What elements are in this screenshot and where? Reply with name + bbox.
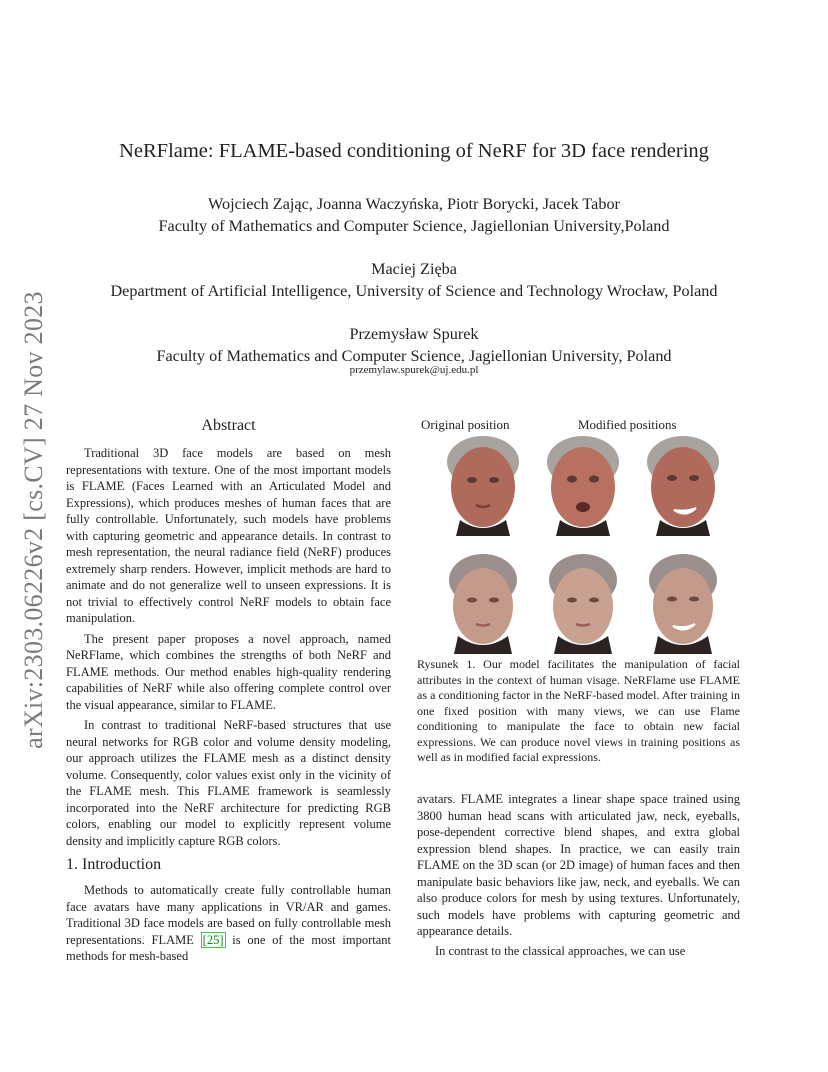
citation-link[interactable]: [25] <box>202 932 224 947</box>
author-affiliation: Faculty of Mathematics and Computer Science, Jagiellonian University,Poland <box>158 217 670 235</box>
body-paragraph: In contrast to the classical approaches, we can use <box>435 943 686 958</box>
right-column-body <box>417 791 740 959</box>
abstract-paragraph: The present paper proposes a novel approach, named NeRFlame, which combines the strengths of both NeRF and FLAME methods. Our method enables high-quality rendering capabilities of NeRF while also offering complete control over the visual appearance, similar to FLAME. <box>66 631 391 712</box>
face-render-female-modified-1 <box>540 550 626 654</box>
author-names: Przemysław Spurek <box>349 325 479 343</box>
abstract-paragraph: In contrast to traditional NeRF-based structures that use neural networks for RGB color and volume density modeling, our approach utilizes the FLAME mesh as a distinct density volume. Consequently, color values exist only in the vicinity of the FLAME mesh. This FLAME framework is seamlessly incorporated into the NeRF architecture for predicting RGB colors, enabling our model to explicitly represent volume density and implicitly capture RGB colors. <box>66 718 391 848</box>
intro-paragraph: Methods to automatically create fully controllable human face avatars have many applications in VR/AR and games. Traditional 3D face models are based on fully controllable mesh representations. FLAME [25] is one of the most important methods for mesh-based <box>66 883 392 963</box>
face-render-male-original <box>440 432 526 536</box>
arxiv-side-label: arXiv:2303.06226v2 [cs.CV] 27 Nov 2023 <box>19 291 48 749</box>
face-render-male-modified-2 <box>640 432 726 536</box>
body-paragraph: avatars. FLAME integrates a linear shape space trained using 3800 human head scans with articulated jaw, neck, eyeballs, pose-dependent corrective blend shapes, and extra global expression blend shapes. In practice, we can easily train FLAME on the 3D scan (or 2D image) of human faces and then manipulate basic behaviors like jaw, neck, and eyeballs. We can also produce colors for mesh by using textures. Unfortunately, such models have problems with capturing geometric and appearance details. <box>417 792 740 938</box>
author-names: Wojciech Zając, Joanna Waczyńska, Piotr Borycki, Jacek Tabor <box>208 195 620 213</box>
author-block-3 <box>0 323 828 367</box>
abstract-body <box>66 445 391 849</box>
paper-title: NeRFlame: FLAME-based conditioning of NeRF for 3D face rendering <box>119 140 709 162</box>
author-affiliation: Department of Artificial Intelligence, University of Science and Technology Wrocław, Poland <box>110 282 718 300</box>
contact-email[interactable]: przemylaw.spurek@uj.edu.pl <box>349 364 479 376</box>
face-render-female-modified-2 <box>640 550 726 654</box>
introduction-body <box>66 882 391 965</box>
face-render-female-original <box>440 550 526 654</box>
figure-caption: Rysunek 1. Our model facilitates the manipulation of facial attributes in the context of human visage. NeRFlame use FLAME as a conditioning factor in the NeRF-based model. After training in one fixed position with many views, we can use Flame conditioning to manipulate the face to obtain new facial expressions. We can produce novel views in training positions as well as in modified facial expressions. <box>417 657 740 764</box>
face-render-male-modified-1 <box>540 432 626 536</box>
author-block-2 <box>0 258 828 302</box>
author-block-1 <box>0 193 828 237</box>
abstract-heading: Abstract <box>201 417 256 434</box>
figure-label-modified: Modified positions <box>578 417 677 432</box>
section-heading-introduction: 1. Introduction <box>66 856 162 873</box>
figure-label-original: Original position <box>421 417 510 432</box>
abstract-paragraph: Traditional 3D face models are based on mesh representations with texture. One of the most important models is FLAME (Faces Learned with an Articulated Model and Expressions), which produces meshes of human faces that are fully controllable. Unfortunately, such models have problems with capturing geometric and appearance details. In contrast to mesh representation, the neural radiance field (NeRF) produces extremely sharp renders. However, implicit methods are hard to animate and do not generalize well to unseen expressions. It is not trivial to effectively control NeRF models to obtain face manipulation. <box>66 446 391 625</box>
figure-face-grid <box>430 432 730 657</box>
author-affiliation: Faculty of Mathematics and Computer Science, Jagiellonian University, Poland <box>156 347 672 365</box>
author-names: Maciej Zięba <box>371 260 457 278</box>
